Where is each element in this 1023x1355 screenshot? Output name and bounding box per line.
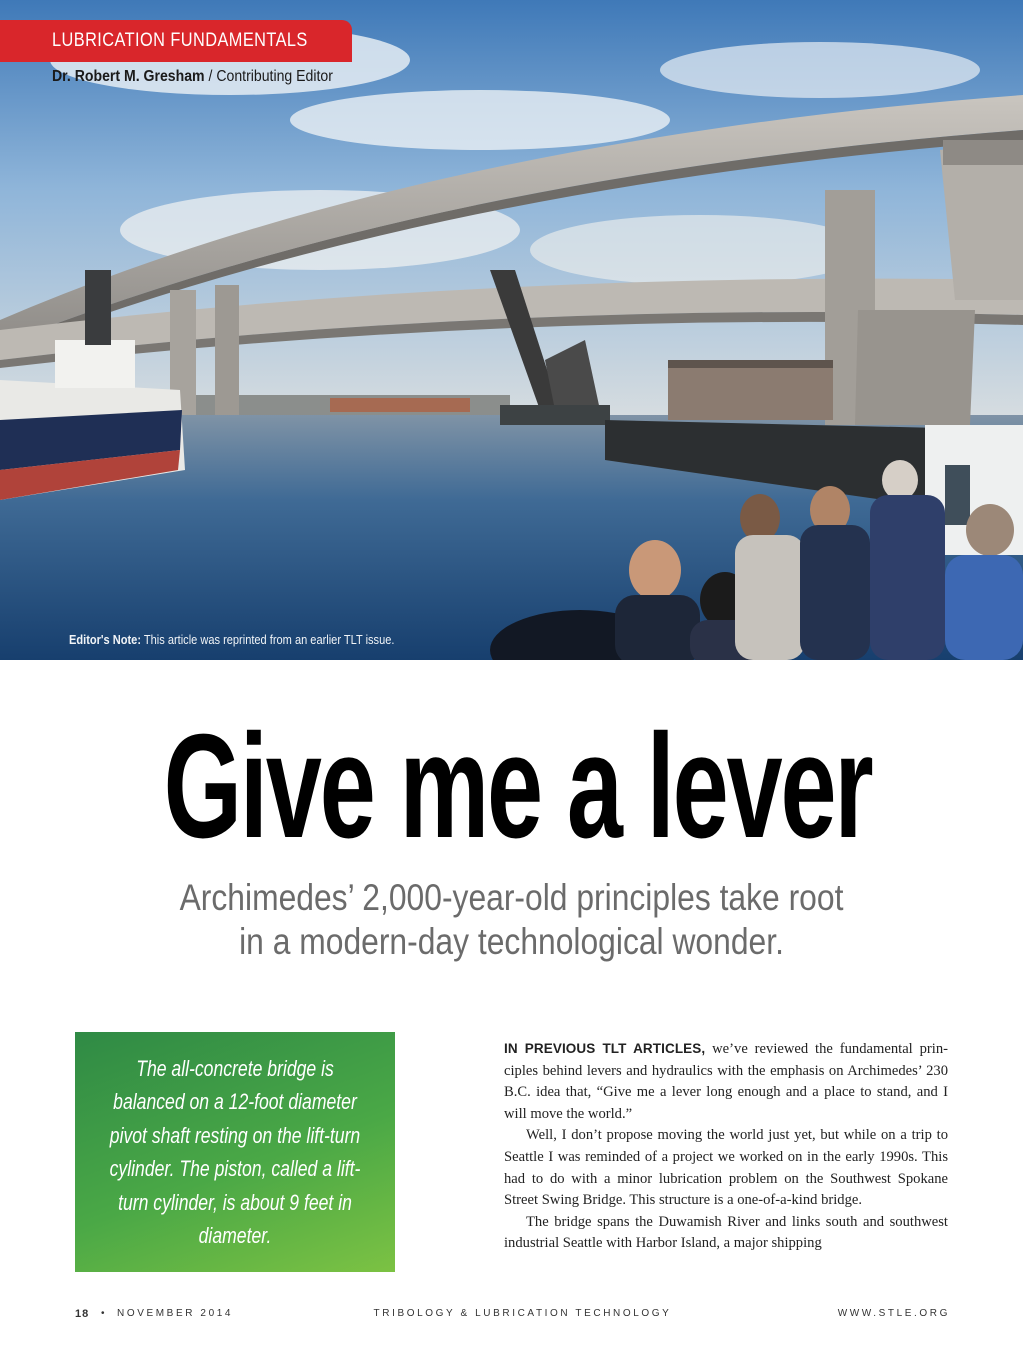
author-role: Contributing Editor xyxy=(216,68,333,85)
pull-quote-box xyxy=(75,1032,395,1272)
ship-mast xyxy=(85,270,111,345)
deck-line: Archimedes’ 2,000-year-old principles take root xyxy=(179,877,844,918)
magazine-name: TRIBOLOGY & LUBRICATION TECHNOLOGY xyxy=(373,1308,672,1319)
paragraph-text: we’ve reviewed the fundamental principles behind levers and hydraulics with the emphasis on Archimedes’ 230 B.C. idea that, “Give me a lever long enough and a place to stand, and I will move the world.” xyxy=(504,1041,948,1122)
author-name: Dr. Robert M. Gresham xyxy=(52,68,205,85)
warehouse-roof xyxy=(668,360,833,368)
control-tower-cap xyxy=(943,140,1023,165)
footer-separator: • xyxy=(101,1308,108,1319)
section-label: LUBRICATION FUNDAMENTALS xyxy=(52,30,308,51)
body-paragraph: The bridge spans the Duwamish River and links south and southwest industrial Seattle with Harbor Island, a major shipping xyxy=(504,1213,948,1252)
article-title: Give me a lever xyxy=(163,704,872,869)
lead-in: IN PREVIOUS TLT ARTICLES, xyxy=(504,1041,706,1056)
bridge-pier-base xyxy=(855,310,975,425)
containers xyxy=(330,398,470,412)
cloud xyxy=(530,215,870,285)
article-body xyxy=(504,1038,948,1255)
byline-separator: / xyxy=(208,68,213,85)
bridge-photo-illustration xyxy=(0,0,1023,660)
ferry-window xyxy=(945,465,970,525)
website-url: WWW.STLE.ORG xyxy=(837,1308,950,1319)
body-paragraph: Well, I don’t propose moving the world just yet, but while on a trip to Seattle I was reminded of a project we worked on in the early 1990s. This had to do with a minor lubrication problem on the Southwest Spokane Street Swing Bridge. This structure is a one-of-a-kind bridge. xyxy=(504,1127,948,1209)
cloud xyxy=(290,90,670,150)
editors-note-text: This article was reprinted from an earlier TLT issue. xyxy=(143,632,395,647)
editors-note xyxy=(69,632,394,647)
warehouse xyxy=(668,365,833,420)
byline xyxy=(52,68,333,86)
cloud xyxy=(660,42,980,98)
editors-note-label: Editor's Note: xyxy=(69,632,141,647)
deck-line: in a modern-day technological wonder. xyxy=(239,921,784,962)
page-number: 18 xyxy=(75,1308,90,1320)
hero-photo xyxy=(0,0,1023,660)
body-paragraph xyxy=(504,1038,948,1125)
page-footer xyxy=(75,1308,950,1324)
bridge-pier xyxy=(215,285,239,415)
barge xyxy=(500,405,610,425)
section-tab xyxy=(0,20,352,62)
article-deck xyxy=(0,876,1023,964)
pull-quote-text: The all-concrete bridge is balanced on a 12-foot diameter pivot shaft resting on the lift-turn cylinder. The piston, called a lift-turn cylinder, is about 9 feet in diameter. xyxy=(109,1055,361,1248)
issue-date: NOVEMBER 2014 xyxy=(117,1308,234,1319)
ship-cabin xyxy=(55,340,135,388)
